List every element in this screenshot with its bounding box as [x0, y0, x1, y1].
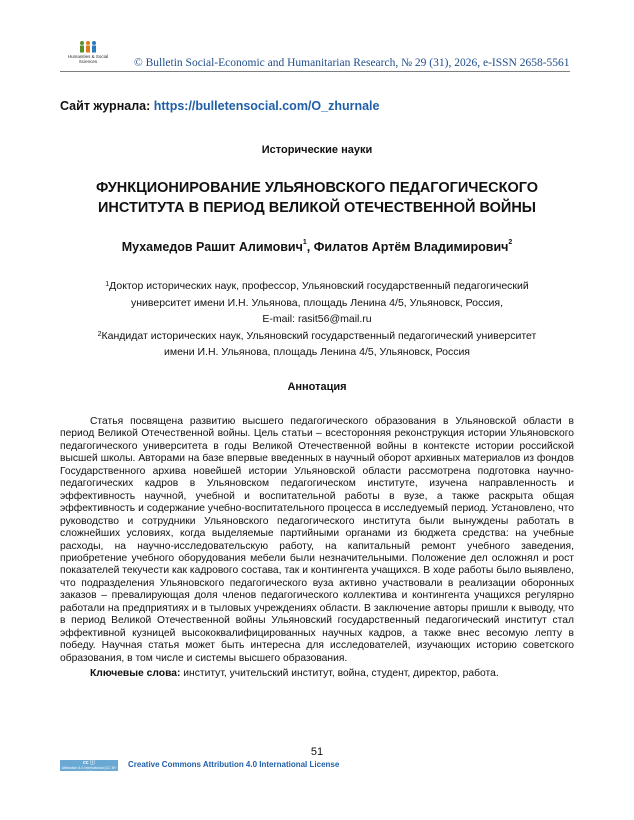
header-citation: © Bulletin Social-Economic and Humanitarian Research, № 29 (31), 2026, e-ISSN 2658-5561 — [134, 57, 570, 69]
author-email[interactable]: E-mail: rasit56@mail.ru — [262, 313, 372, 325]
logo-caption: Humanities & Social Sciences — [67, 54, 109, 64]
abstract-text: Статья посвящена развитию высшего педагогического образования в Ульяновской области в период Великой Отечественной войны. Цель статьи – всесторонняя реконструкция истории Ульяновского педагогического университета в годы Великой Отечественной войны в контексте истории российской высшей школы. Авторами на базе впервые введенных в научный оборот архивных материалов из фондов Государственного архива новейшей истории Ульяновской области рассмотрена подготовка научно-педагогических кадров в Ульяновском педагогическом институте, изучена направленность и эффективность научной, учебной и воспитательной работы в вузе, а также раскрыта общая эффективность и содержание учебно-воспитательного процесса в исследуемый период. Установлено, что руководство и сотрудники Ульяновского педагогического института были вынуждены работать в сложнейших условиях, когда выделяемые партийными органами из бюджета средства: на учебные расходы, на научно-исследовательскую работу, на капитальный ремонт учебного заведения, приобретение учебного оборудования мебели были незначительными. Положение дел осложнял и рост показателей текучести как кадрового состава, так и контингента учащихся. В ходе работы было выявлено, что подразделения Ульяновского педагогического вуза активно участвовали в реализации оборонных заказов – превалирующая доля членов педагогического коллектива и контингента учащихся регулярно работали на предприятиях и в тыловых учреждениях области. В заключение авторы пришли к выводу, что в период Великой Отечественной войны Ульяновский государственный педагогический институт стал эффективной кузницей высококвалифицированных научных кадров, а также внес весомую лепту в победу. Научная статья может быть интересна для исследователей, изучающих историю советского образования, в том числе и системы высшего образования. — [60, 416, 574, 664]
abstract-heading: Аннотация — [287, 381, 347, 393]
journal-site-label: Сайт журнала: — [60, 99, 151, 113]
authors-line: Мухамедов Рашит Алимович$^1$, Филатов Артём Владимирович$^2$ — [121, 239, 513, 254]
header-divider — [60, 71, 570, 72]
affiliation-2: $^2$Кандидат исторических наук, Ульяновский государственный педагогический университет имени И.Н. Ульянова, площадь Ленина 4/5, Ульяновск, Россия — [97, 329, 537, 358]
article-title: ФУНКЦИОНИРОВАНИЕ УЛЬЯНОВСКОГО ПЕДАГОГИЧЕСКОГО ИНСТИТУТА В ПЕРИОД ВЕЛИКОЙ ОТЕЧЕСТВЕННОЙ ВОЙНЫ — [95, 180, 539, 216]
author-name: Филатов Артём Владимирович — [313, 240, 509, 254]
people-logo-icon — [77, 40, 99, 54]
author-name: Мухамедов Рашит Алимович — [121, 240, 303, 254]
journal-logo — [60, 40, 116, 64]
journal-site-line — [60, 99, 379, 113]
cc-icon: cc ⓘ — [83, 760, 95, 766]
keywords-label: Ключевые слова: — [90, 668, 181, 679]
affiliations — [60, 278, 574, 361]
keywords-text: институт, учительский институт, война, студент, директор, работа. — [180, 668, 499, 679]
section-heading: Исторические науки — [261, 144, 373, 156]
page-number: 51 — [310, 746, 324, 758]
keywords-line — [90, 668, 499, 679]
license-link[interactable]: Creative Commons Attribution 4.0 International License — [128, 760, 340, 769]
journal-site-link[interactable]: https://bulletensocial.com/O_zhurnale — [153, 99, 380, 113]
cc-by-badge[interactable]: cc ⓘ Attribution 4.0 International (CC BY 4.0) — [61, 760, 117, 774]
affiliation-1: $^1$Доктор исторических наук, профессор, Ульяновский государственный педагогический университет имени И.Н. Ульянова, площадь Ленина 4/5, Ульяновск, Россия, E-mail: rasit56@mail.ru — [105, 280, 529, 325]
